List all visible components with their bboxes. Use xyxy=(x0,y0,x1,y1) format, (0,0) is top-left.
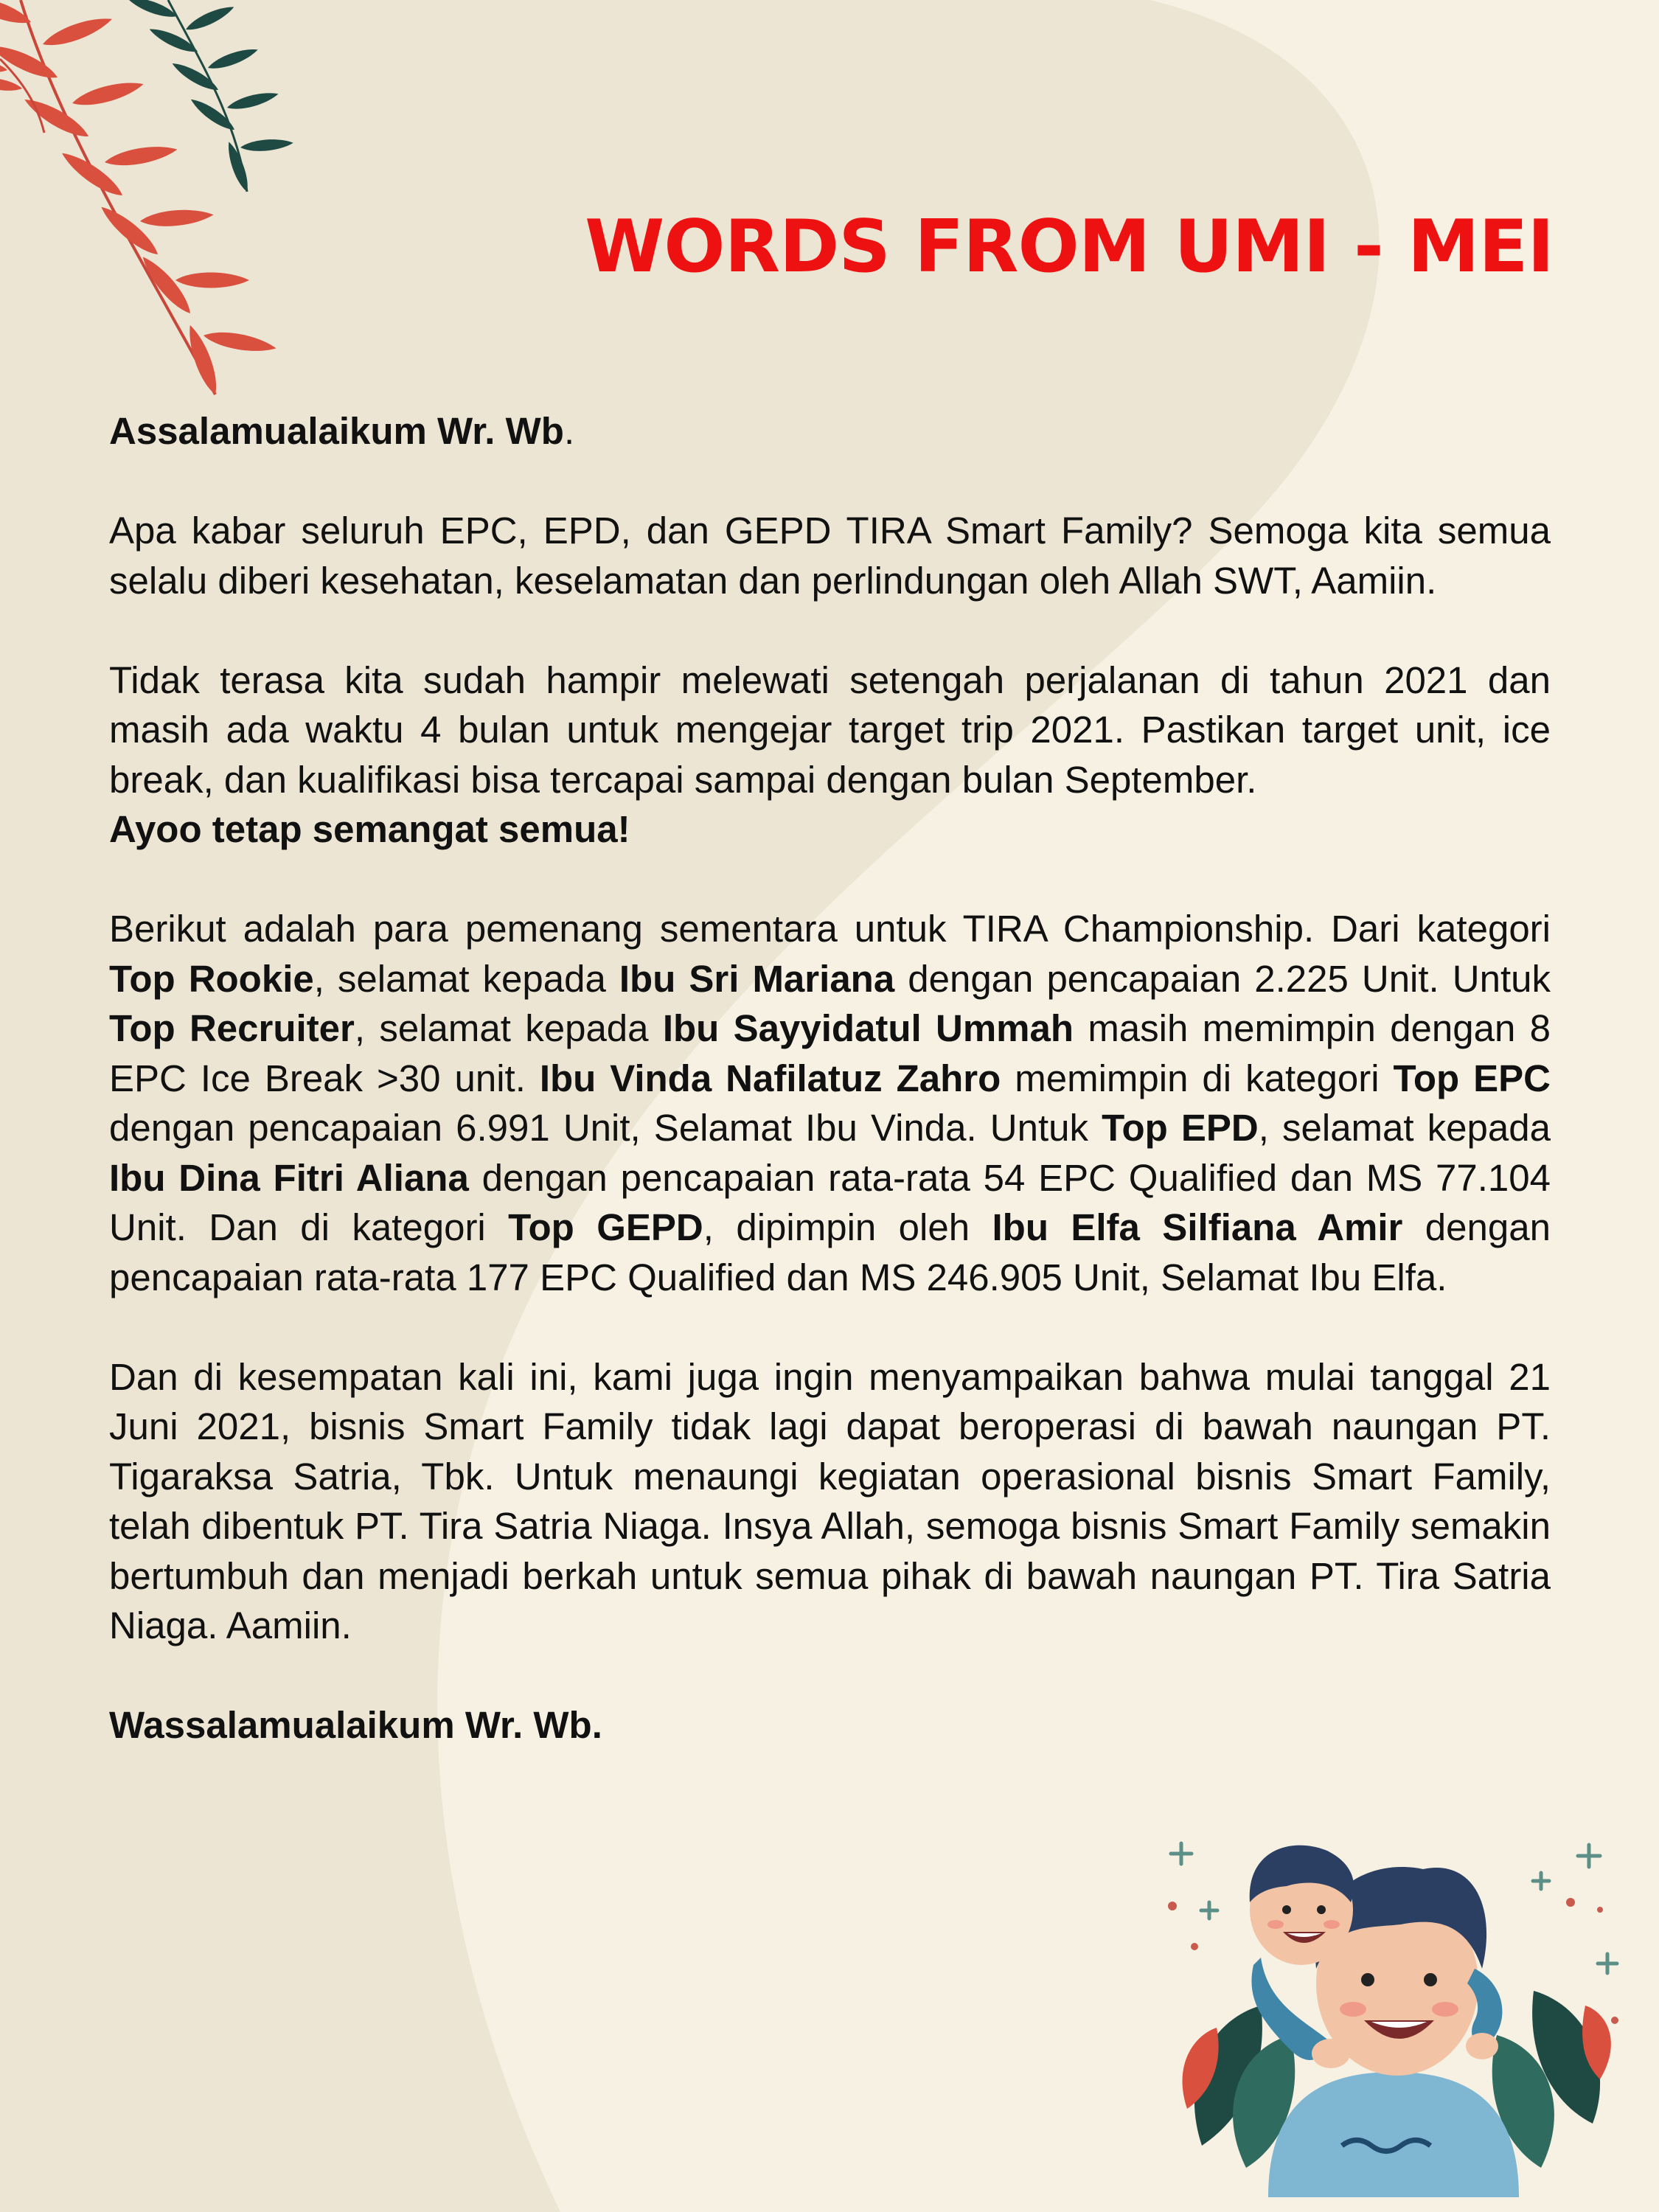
p3-text: dengan pencapaian rata-rata 177 EPC Qualified dan MS 246.905 Unit, Selamat Ibu Elfa. xyxy=(109,1206,1551,1298)
p3-winner-name: Ibu Elfa Silfiana Amir xyxy=(992,1206,1403,1248)
leaf-branches-icon xyxy=(0,0,310,413)
p3-winner-name: Ibu Vinda Nafilatuz Zahro xyxy=(539,1057,1001,1099)
p3-text: dengan pencapaian 6.991 Unit, Selamat Ibu Vinda. Untuk xyxy=(109,1107,1102,1149)
closing-bold: Wassalamualaikum Wr. Wb. xyxy=(109,1704,602,1746)
paragraph-2 xyxy=(109,655,1551,855)
p3-category-top-rookie: Top Rookie xyxy=(109,957,314,1000)
p3-text: masih memimpin dengan 8 EPC Ice Break >30 unit. xyxy=(109,1007,1551,1099)
p3-text: , selamat kepada xyxy=(354,1007,663,1049)
paragraph-2-text: Tidak terasa kita sudah hampir melewati setengah perjalanan di tahun 2021 dan masih ada waktu 4 bulan untuk mengejar target trip 2021. Pastikan target unit, ice break, dan kualifikasi bisa tercapai sampai dengan bulan September. xyxy=(109,658,1551,801)
paragraph-2-bold-close: Ayoo tetap semangat semua! xyxy=(109,808,630,850)
father-and-son-illustration xyxy=(1158,1799,1630,2197)
p3-category-top-epd: Top EPD xyxy=(1102,1107,1259,1149)
p3-category-top-gepd: Top GEPD xyxy=(508,1206,703,1248)
p3-text: , dipimpin oleh xyxy=(703,1206,992,1248)
p3-text: Berikut adalah para pemenang sementara untuk TIRA Championship. Dari kategori xyxy=(109,908,1551,950)
greeting-bold: Assalamualaikum Wr. Wb xyxy=(109,410,564,452)
p3-text: , selamat kepada xyxy=(313,957,619,1000)
p3-category-top-recruiter: Top Recruiter xyxy=(109,1007,355,1049)
p3-winner-name: Ibu Sayyidatul Ummah xyxy=(662,1007,1074,1049)
greeting xyxy=(109,406,1551,456)
closing xyxy=(109,1700,1551,1750)
p3-text: dengan pencapaian rata-rata 54 EPC Qualified dan MS 77.104 Unit. Dan di kategori xyxy=(109,1156,1551,1248)
paragraph-3 xyxy=(109,904,1551,1302)
p3-text: , selamat kepada xyxy=(1258,1107,1551,1149)
paragraph-4: Dan di kesempatan kali ini, kami juga ingin menyampaikan bahwa mulai tanggal 21 Juni 2021, bisnis Smart Family tidak lagi dapat beroperasi di bawah naungan PT. Tigaraksa Satria, Tbk. Untuk menaungi kegiatan operasional bisnis Smart Family, telah dibentuk PT. Tira Satria Niaga. Insya Allah, semoga bisnis Smart Family semakin bertumbuh dan menjadi berkah untuk semua pihak di bawah naungan PT. Tira Satria Niaga. Aamiin. xyxy=(109,1355,1551,1646)
greeting-tail: . xyxy=(563,410,575,452)
letter-body xyxy=(109,406,1551,1800)
p3-winner-name: Ibu Dina Fitri Aliana xyxy=(109,1156,469,1199)
page-title: WORDS FROM UMI - MEI xyxy=(585,205,1554,289)
p3-text: memimpin di kategori xyxy=(1001,1057,1394,1099)
p3-text: dengan pencapaian 2.225 Unit. Untuk xyxy=(894,957,1551,1000)
p3-winner-name: Ibu Sri Mariana xyxy=(619,957,895,1000)
paragraph-1: Apa kabar seluruh EPC, EPD, dan GEPD TIRA Smart Family? Semoga kita semua selalu diberi kesehatan, keselamatan dan perlindungan oleh Allah SWT, Aamiin. xyxy=(109,509,1551,602)
p3-category-top-epc: Top EPC xyxy=(1393,1057,1551,1099)
